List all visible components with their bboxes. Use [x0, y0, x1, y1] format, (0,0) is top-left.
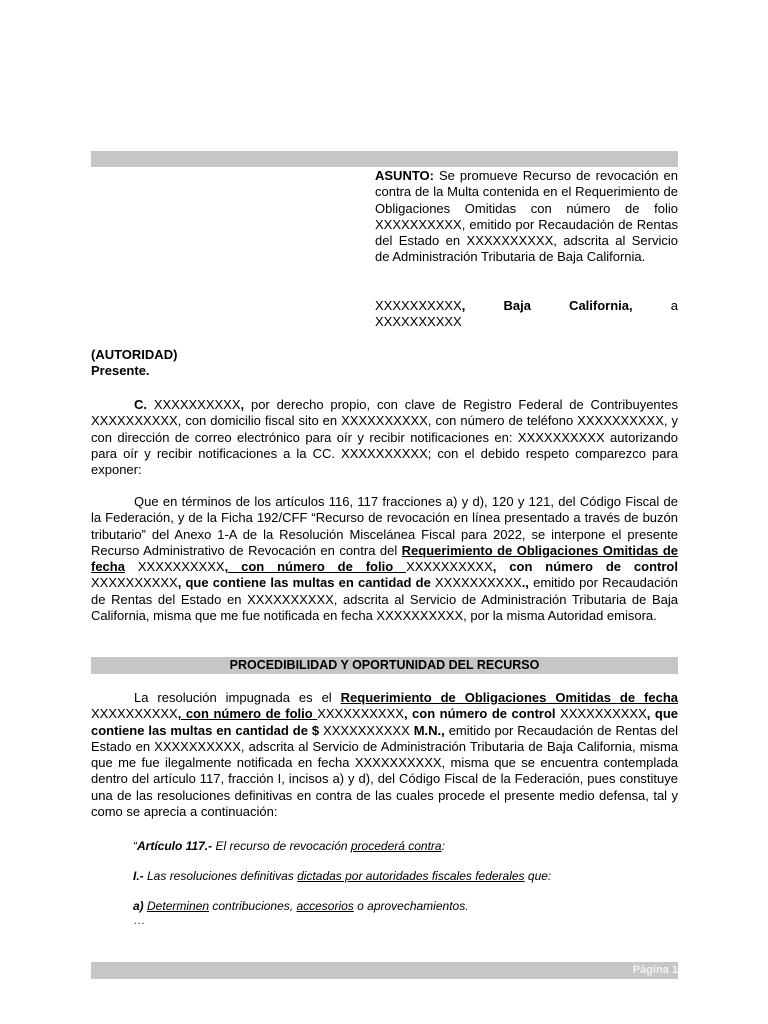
p3-x3: XXXXXXXXXX [555, 706, 647, 722]
p2-x4: XXXXXXXXXX [430, 575, 522, 591]
p1-name: XXXXXXXXXX [147, 397, 241, 412]
p3-b1: Requerimiento de Obligaciones Omitidas de fecha [340, 690, 678, 705]
asunto-text: Se promueve Recurso de revocación en contra de la Multa contenida en el Requerimiento de Obligaciones Omitidas con número de folio XXXXXXXXXX, emitido por Recaudación de Rentas del Estado en XXXXXXXXXX, adscrita al Servicio de Administración Tributaria de Baja California. [375, 168, 678, 265]
place-a: a [670, 298, 678, 313]
asunto-block [375, 168, 678, 266]
p1-text: por derecho propio, con clave de Registro Federal de Contribuyentes XXXXXXXXXX, con domicilio fiscal sito en XXXXXXXXXX, con número de teléfono XXXXXXXXXX, y con dirección de correo electrónico para oír y recibir notificaciones en: XXXXXXXXXX autorizando para oír y recibir notificaciones a la CC. XXXXXXXXXX; con el debido respeto comparezco para exponer: [91, 397, 678, 478]
quote-fraction-end: que: [524, 869, 552, 883]
section-title: PROCEDIBILIDAD Y OPORTUNIDAD DEL RECURSO [91, 657, 678, 674]
p1-comma: , [240, 397, 245, 412]
asunto-label: ASUNTO: [375, 168, 434, 183]
autoridad: (AUTORIDAD) [91, 347, 178, 362]
date-x: XXXXXXXXXX [375, 314, 462, 330]
header-bar [91, 151, 678, 167]
quote-inciso-t2: o aprovechamientos. [353, 899, 469, 913]
quote-inciso-u1: Determinen [147, 899, 210, 913]
paragraph-procedibilidad [91, 690, 678, 820]
p1-c: C. [134, 397, 147, 412]
place-comma: , [461, 298, 466, 313]
quote-fraction [133, 868, 678, 884]
place-date-block [375, 298, 678, 331]
p3-x2: XXXXXXXXXX [317, 706, 404, 722]
quote-article-end: : [441, 839, 445, 853]
p3-b4: , que contiene las multas en cantidad de $ [91, 706, 679, 738]
p2-x1: XXXXXXXXXX [124, 559, 225, 575]
place-line [375, 298, 678, 314]
p2-b5: ., [521, 575, 529, 591]
p3-b5: M.N., [409, 722, 445, 738]
p2-b2: , con número de folio [224, 559, 407, 575]
p2-b3: , con número de control [492, 559, 678, 575]
quote-article-label: Artículo 117.- [137, 839, 213, 853]
quote-fraction-text: Las resoluciones definitivas [143, 869, 298, 883]
p3-b3: , con número de control [403, 706, 556, 722]
place-x: XXXXXXXXXX [375, 298, 462, 313]
recipient-block [91, 347, 678, 380]
quote-fraction-label: I.- [133, 869, 144, 883]
paragraph-legal-basis [91, 494, 678, 624]
quote-article-underline: procederá contra [350, 839, 442, 853]
p2-b4: , que contiene las multas en cantidad de [177, 575, 431, 591]
footer-bar [91, 962, 678, 979]
p3-t2: emitido por Recaudación de Rentas del Estado en XXXXXXXXXX, adscrita al Servicio de Administración Tributaria de Baja California, misma que me fue ilegalmente notificada en fecha XXXXXXXXXX, misma que se encuentra contemplada dentro del artículo 117, fracción I, incisos a) y d), del Código Fiscal de la Federación, pues constituye una de las resoluciones definitivas en contra de las cuales procede el presente medio defensa, tal y como se aprecia a continuación: [91, 722, 678, 820]
quote-ellipsis: … [133, 913, 145, 927]
quote-article-text: El recurso de revocación [212, 839, 351, 853]
p3-x1: XXXXXXXXXX [91, 706, 178, 722]
page-number: Página 1 [632, 964, 678, 976]
quote-fraction-underline: dictadas por autoridades fiscales federales [297, 869, 525, 883]
p2-t2: emitido por Recaudación de Rentas del Estado en XXXXXXXXXX, adscrita al Servicio de Administración Tributaria de Baja California, misma que me fue notificada en fecha XXXXXXXXXX, por la misma Autoridad emisora. [91, 575, 678, 624]
p3-t1: La resolución impugnada es el [134, 690, 341, 705]
p2-t1: Que en términos de los artículos 116, 117 fracciones a) y d), 120 y 121, del Código Fiscal de la Federación, y de la Ficha 192/CFF “Recurso de revocación en línea presentado a través de buzón tributario” del Anexo 1-A de la Resolución Miscelánea Fiscal para 2022, se interpone el presente Recurso Administrativo de Revocación en contra del [91, 494, 678, 558]
quote-article [133, 838, 678, 854]
p2-b1: Requerimiento de Obligaciones Omitidas de fecha [91, 542, 679, 575]
p3-b2: , con número de folio [177, 706, 318, 722]
presente: Presente. [91, 363, 150, 379]
quote-inciso-label: a) [133, 899, 144, 913]
paragraph-intro [91, 397, 678, 478]
quote-open: “ [133, 839, 137, 853]
quote-inciso-u2: accesorios [296, 899, 354, 913]
p3-x4: XXXXXXXXXX [319, 722, 410, 738]
p2-x3: XXXXXXXXXX [91, 575, 178, 591]
quote-inciso-t1: contribuciones, [209, 899, 297, 913]
p2-x2: XXXXXXXXXX [406, 559, 493, 575]
place-state: Baja California, [503, 298, 633, 313]
